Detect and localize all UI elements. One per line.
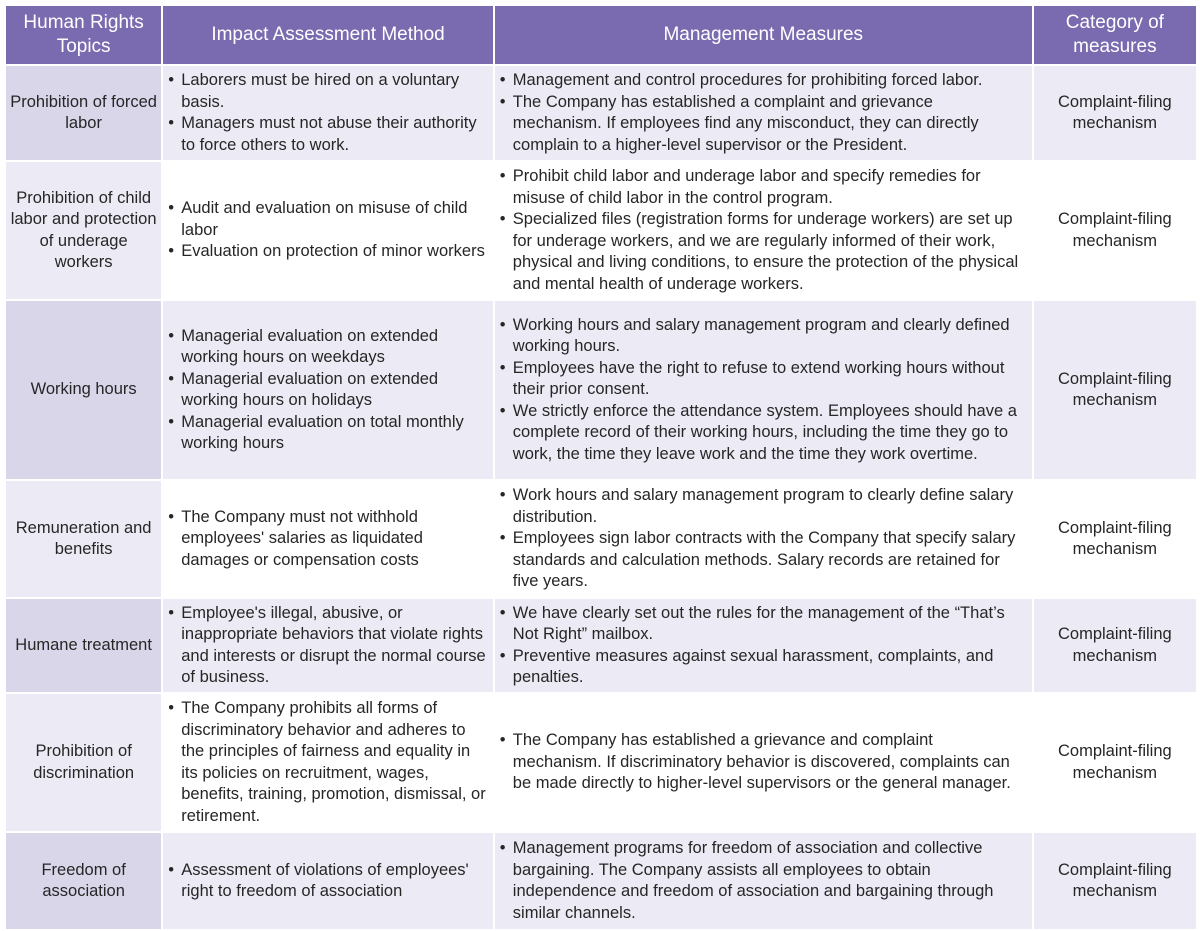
list-item bbox=[167, 241, 487, 263]
table-row bbox=[6, 694, 1196, 831]
category-cell: Complaint-filing mechanism bbox=[1034, 599, 1196, 692]
header-row bbox=[6, 6, 1196, 64]
list-item bbox=[499, 485, 1026, 528]
category-cell: Complaint-filing mechanism bbox=[1034, 694, 1196, 831]
list-item-text: The Company has established a grievance and complaint mechanism. If discriminatory behavior is discovered, complaints can be made directly to higher-level supervisors or the general manager. bbox=[512, 731, 1011, 793]
assessment-list bbox=[167, 860, 487, 903]
category-cell: Complaint-filing mechanism bbox=[1034, 301, 1196, 479]
list-item bbox=[167, 198, 487, 241]
bullet-icon: • bbox=[499, 731, 506, 750]
list-item-text: We strictly enforce the attendance system. Employees should have a complete record of their working hours, including the time they go to work, the time they leave work and the time they work overtime. bbox=[512, 401, 1017, 463]
bullet-icon: • bbox=[168, 412, 175, 431]
measures-list bbox=[499, 166, 1026, 295]
list-item bbox=[167, 113, 487, 156]
table-row bbox=[6, 481, 1196, 597]
topic-cell: Prohibition of child labor and protection of underage workers bbox=[6, 162, 161, 299]
bullet-icon: • bbox=[168, 71, 175, 89]
bullet-icon: • bbox=[499, 92, 506, 111]
list-item bbox=[499, 209, 1026, 295]
human-rights-table bbox=[4, 4, 1198, 931]
list-item-text: Employees sign labor contracts with the Company that specify salary standards and calculation methods. Salary records are retained for five years. bbox=[512, 529, 1016, 591]
list-item bbox=[499, 646, 1026, 689]
assessment-list bbox=[167, 507, 487, 572]
bullet-icon: • bbox=[499, 839, 506, 857]
assessment-cell bbox=[163, 599, 493, 692]
measures-list bbox=[499, 70, 1026, 156]
measures-list bbox=[499, 485, 1026, 593]
header-category: Category of measures bbox=[1034, 6, 1196, 64]
assessment-list bbox=[167, 198, 487, 263]
measures-cell bbox=[495, 66, 1032, 160]
measures-cell bbox=[495, 481, 1032, 597]
table-row bbox=[6, 599, 1196, 692]
list-item-text: Management programs for freedom of association and collective bargaining. The Company assists all employees to obtain independence and freedom of association and bargaining through similar channels. bbox=[512, 839, 994, 922]
header-topics: Human Rights Topics bbox=[6, 6, 161, 64]
list-item bbox=[167, 369, 487, 412]
list-item bbox=[499, 603, 1026, 646]
list-item-text: The Company prohibits all forms of discriminatory behavior and adheres to the principles of fairness and equality in its policies on recruitment, wages, benefits, training, promotion, dismissal, or retirement. bbox=[181, 699, 486, 825]
bullet-icon: • bbox=[168, 199, 175, 218]
list-item-text: Managerial evaluation on extended working hours on holidays bbox=[181, 369, 439, 409]
bullet-icon: • bbox=[168, 326, 175, 345]
bullet-icon: • bbox=[499, 486, 506, 505]
list-item-text: Evaluation on protection of minor workers bbox=[181, 242, 485, 261]
bullet-icon: • bbox=[499, 646, 506, 665]
table-body bbox=[6, 66, 1196, 929]
table-row bbox=[6, 66, 1196, 160]
assessment-cell bbox=[163, 694, 493, 831]
measures-list bbox=[499, 603, 1026, 689]
list-item-text: Audit and evaluation on misuse of child labor bbox=[181, 199, 468, 239]
assessment-list bbox=[167, 603, 487, 689]
category-cell: Complaint-filing mechanism bbox=[1034, 162, 1196, 299]
list-item-text: Employee's illegal, abusive, or inappropriate behaviors that violate rights and interests or disrupt the normal course of business. bbox=[181, 603, 486, 686]
list-item bbox=[499, 166, 1026, 209]
bullet-icon: • bbox=[168, 603, 175, 622]
list-item bbox=[167, 507, 487, 572]
list-item-text: Work hours and salary management program to clearly define salary distribution. bbox=[512, 486, 1014, 526]
category-cell: Complaint-filing mechanism bbox=[1034, 66, 1196, 160]
topic-cell: Working hours bbox=[6, 301, 161, 479]
category-cell: Complaint-filing mechanism bbox=[1034, 833, 1196, 929]
list-item-text: Working hours and salary management program and clearly defined working hours. bbox=[512, 315, 1010, 356]
measures-cell bbox=[495, 833, 1032, 929]
list-item-text: The Company has established a complaint and grievance mechanism. If employees find any misconduct, they can directly complain to a higher-level supervisor or the President. bbox=[512, 92, 979, 154]
bullet-icon: • bbox=[168, 369, 175, 388]
table-row bbox=[6, 833, 1196, 929]
bullet-icon: • bbox=[499, 167, 506, 185]
list-item bbox=[167, 860, 487, 903]
list-item-text: Management and control procedures for prohibiting forced labor. bbox=[512, 71, 983, 89]
list-item bbox=[499, 358, 1026, 401]
list-item-text: Employees have the right to refuse to extend working hours without their prior consent. bbox=[512, 358, 1005, 399]
list-item bbox=[167, 412, 487, 455]
assessment-cell bbox=[163, 833, 493, 929]
topic-cell: Prohibition of forced labor bbox=[6, 66, 161, 160]
list-item bbox=[499, 528, 1026, 593]
assessment-cell bbox=[163, 66, 493, 160]
list-item bbox=[499, 92, 1026, 157]
assessment-list bbox=[167, 70, 487, 156]
bullet-icon: • bbox=[499, 210, 506, 228]
bullet-icon: • bbox=[168, 507, 175, 526]
list-item-text: Managerial evaluation on extended working hours on weekdays bbox=[181, 326, 439, 366]
list-item bbox=[167, 326, 487, 369]
bullet-icon: • bbox=[168, 860, 175, 879]
list-item-text: Managers must not abuse their authority to force others to work. bbox=[181, 114, 477, 154]
list-item bbox=[499, 401, 1026, 466]
assessment-cell bbox=[163, 481, 493, 597]
bullet-icon: • bbox=[499, 529, 506, 548]
category-cell: Complaint-filing mechanism bbox=[1034, 481, 1196, 597]
measures-cell bbox=[495, 599, 1032, 692]
topic-cell: Remuneration and benefits bbox=[6, 481, 161, 597]
measures-list bbox=[499, 838, 1026, 924]
assessment-cell bbox=[163, 162, 493, 299]
list-item-text: Specialized files (registration forms for underage workers) are set up for underage workers, and we are regularly informed of their work, physical and living conditions, to ensure the protection of the physical and mental health of underage workers. bbox=[512, 210, 1019, 293]
measures-list bbox=[499, 730, 1026, 795]
bullet-icon: • bbox=[499, 603, 506, 622]
bullet-icon: • bbox=[168, 242, 175, 261]
assessment-list bbox=[167, 326, 487, 455]
measures-cell bbox=[495, 162, 1032, 299]
topic-cell: Freedom of association bbox=[6, 833, 161, 929]
list-item-text: Managerial evaluation on total monthly working hours bbox=[181, 412, 464, 452]
list-item-text: Laborers must be hired on a voluntary basis. bbox=[181, 71, 460, 111]
list-item-text: Assessment of violations of employees' right to freedom of association bbox=[181, 860, 469, 900]
bullet-icon: • bbox=[499, 71, 506, 89]
header-assessment-method: Impact Assessment Method bbox=[163, 6, 493, 64]
list-item bbox=[167, 698, 487, 827]
list-item bbox=[499, 70, 1026, 92]
table-row bbox=[6, 301, 1196, 479]
measures-cell bbox=[495, 301, 1032, 479]
list-item bbox=[167, 603, 487, 689]
list-item bbox=[499, 730, 1026, 795]
topic-cell: Prohibition of discrimination bbox=[6, 694, 161, 831]
table-row bbox=[6, 162, 1196, 299]
list-item bbox=[167, 70, 487, 113]
bullet-icon: • bbox=[499, 315, 506, 334]
list-item bbox=[499, 315, 1026, 358]
bullet-icon: • bbox=[168, 699, 175, 717]
list-item-text: The Company must not withhold employees' salaries as liquidated damages or compensation costs bbox=[181, 507, 423, 569]
bullet-icon: • bbox=[499, 358, 506, 377]
bullet-icon: • bbox=[499, 401, 506, 420]
list-item-text: We have clearly set out the rules for the management of the “That’s Not Right” mailbox. bbox=[512, 603, 1005, 643]
bullet-icon: • bbox=[168, 114, 175, 132]
topic-cell: Humane treatment bbox=[6, 599, 161, 692]
assessment-list bbox=[167, 698, 487, 827]
measures-list bbox=[499, 315, 1026, 466]
list-item-text: Preventive measures against sexual harassment, complaints, and penalties. bbox=[512, 646, 994, 686]
assessment-cell bbox=[163, 301, 493, 479]
list-item bbox=[499, 838, 1026, 924]
measures-cell bbox=[495, 694, 1032, 831]
header-management-measures: Management Measures bbox=[495, 6, 1032, 64]
list-item-text: Prohibit child labor and underage labor and specify remedies for misuse of child labor in the control program. bbox=[512, 167, 981, 207]
